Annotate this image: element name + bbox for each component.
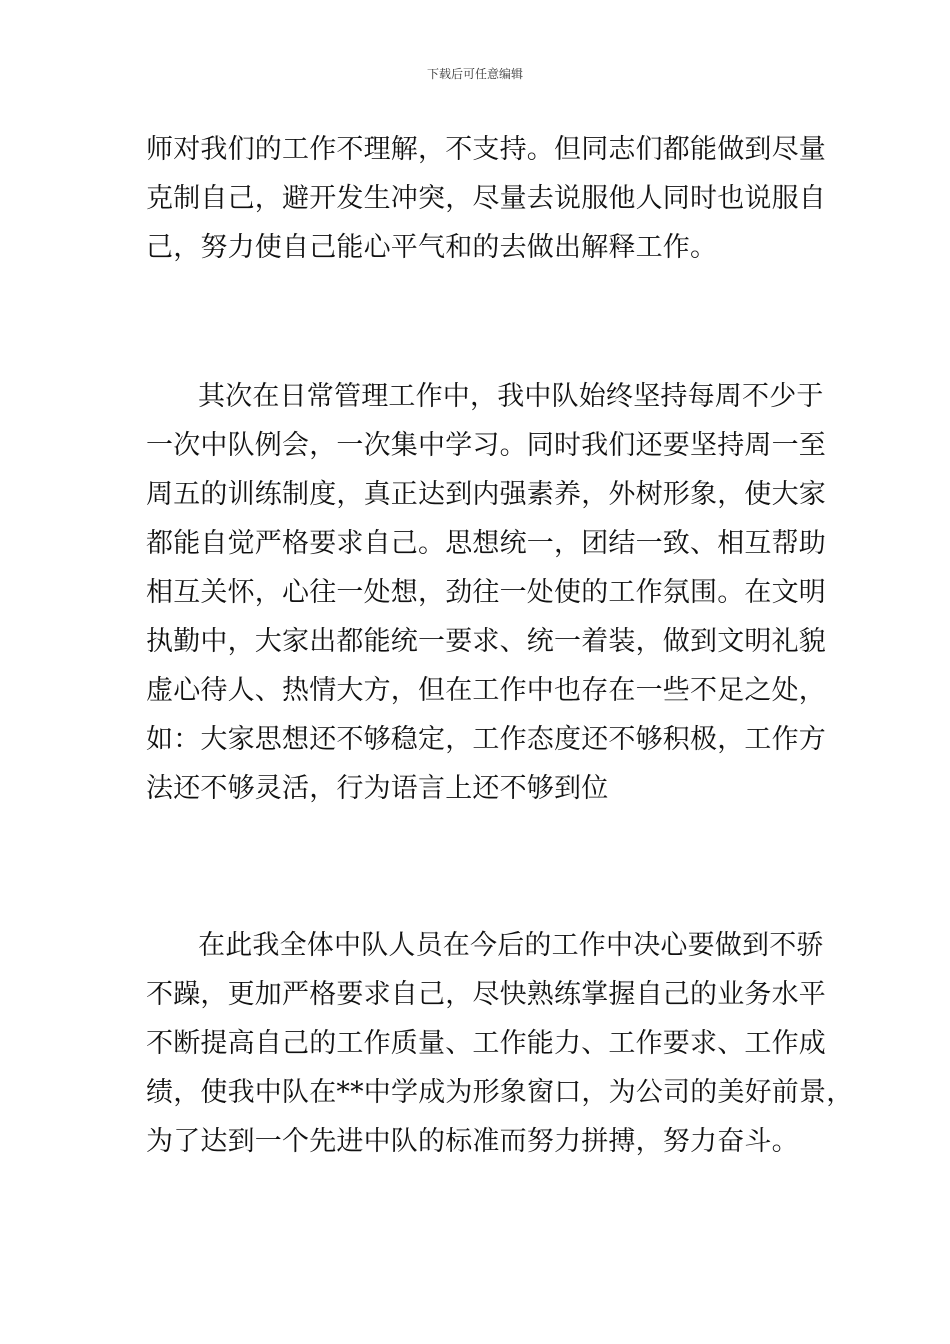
paragraph-line: 一次中队例会，一次集中学习。同时我们还要坚持周一至 bbox=[146, 430, 826, 461]
paragraph-line: 在此我全体中队人员在今后的工作中决心要做到不骄 bbox=[198, 930, 824, 961]
paragraph-line: 法还不够灵活，行为语言上还不够到位 bbox=[146, 773, 609, 804]
paragraph-line: 为了达到一个先进中队的标准而努力拼搏，努力奋斗。 bbox=[146, 1126, 799, 1157]
paragraph-line: 执勤中，大家出都能统一要求、统一着装，做到文明礼貌 bbox=[146, 626, 826, 657]
paragraph-line: 己，努力使自己能心平气和的去做出解释工作。 bbox=[146, 232, 718, 263]
paragraph-line: 周五的训练制度，真正达到内强素养，外树形象，使大家 bbox=[146, 479, 826, 510]
paragraph-line: 如：大家思想还不够稳定，工作态度还不够积极，工作方 bbox=[146, 724, 826, 755]
paragraph-line: 都能自觉严格要求自己。思想统一，团结一致、相互帮助 bbox=[146, 528, 826, 559]
paragraph-line: 师对我们的工作不理解，不支持。但同志们都能做到尽量 bbox=[146, 134, 826, 165]
paragraph-line: 克制自己，避开发生冲突，尽量去说服他人同时也说服自 bbox=[146, 183, 826, 214]
paragraph-line: 绩，使我中队在**中学成为形象窗口，为公司的美好前景， bbox=[146, 1077, 854, 1108]
paragraph-line: 不断提高自己的工作质量、工作能力、工作要求、工作成 bbox=[146, 1028, 826, 1059]
paragraph-line: 虚心待人、热情大方，但在工作中也存在一些不足之处， bbox=[146, 675, 826, 706]
paragraph-line: 相互关怀，心往一处想，劲往一处使的工作氛围。在文明 bbox=[146, 577, 826, 608]
page-header: 下载后可任意编辑 bbox=[426, 67, 523, 81]
paragraph-line: 其次在日常管理工作中，我中队始终坚持每周不少于 bbox=[198, 381, 824, 412]
paragraph-line: 不躁，更加严格要求自己，尽快熟练掌握自己的业务水平 bbox=[146, 979, 826, 1010]
